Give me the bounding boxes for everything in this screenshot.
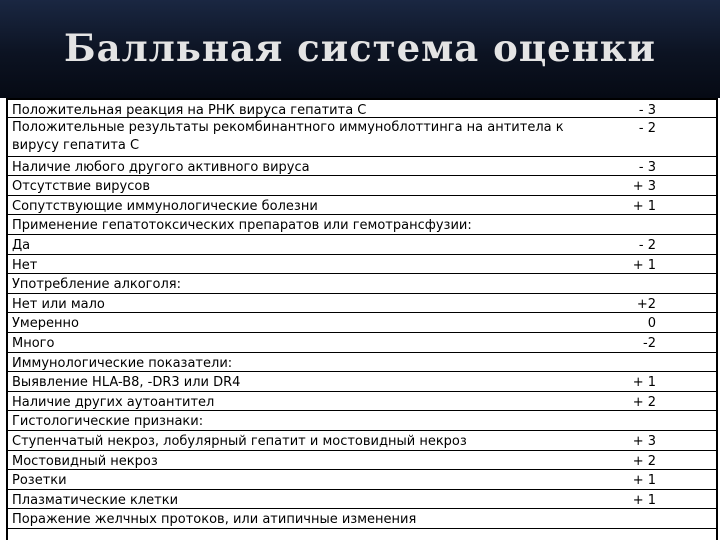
table-row [8,470,716,490]
criterion-label: Плазматические клетки [12,492,179,508]
criterion-label: Положительные результаты рекомбинантного иммуноблоттинга на антитела к вирусу гепатита С [12,119,564,153]
table-row [8,451,716,471]
criterion-score: - 3 [638,159,656,175]
criterion-score: -2 [643,335,656,351]
table-row [8,118,716,157]
table-row [8,431,716,451]
table-row [8,333,716,353]
section-header-row [8,215,716,235]
section-label: Гистологические признаки: [12,414,204,430]
table-row [8,157,716,177]
table-row [8,294,716,314]
criterion-score: + 2 [632,453,656,469]
criterion-score: - 2 [638,120,656,136]
criterion-score: +2 [636,296,656,312]
criterion-label: Поражение желчных протоков, или атипичные изменения [12,512,417,528]
criterion-label: Много [12,335,55,351]
criterion-score: + 2 [632,394,656,410]
section-label: Применение гепатотоксических препаратов или гемотрансфузии: [12,218,472,234]
criterion-score: + 1 [632,198,656,214]
criterion-label: Ступенчатый некроз, лобулярный гепатит и мостовидный некроз [12,433,467,449]
table-row [8,196,716,216]
section-header-row [8,353,716,373]
criterion-score: + 3 [632,179,656,195]
criterion-label: Да [12,237,31,253]
criterion-score: - 3 [638,103,656,118]
table-row [8,98,716,118]
criterion-score: + 1 [632,375,656,391]
criterion-score: + 1 [632,492,656,508]
section-label: Иммунологические показатели: [12,355,233,371]
table-row [8,176,716,196]
table-row [8,392,716,412]
criterion-score: + 3 [632,433,656,449]
criterion-label: Сопутствующие иммунологические болезни [12,198,318,214]
criterion-label: Умеренно [12,316,79,332]
table-row [8,255,716,275]
criterion-score: + 1 [632,257,656,273]
table-row [8,372,716,392]
table-row [8,235,716,255]
criterion-label: Выявление HLA-B8, -DR3 или DR4 [12,375,241,391]
criterion-label: Отсутствие вирусов [12,179,150,195]
criterion-score: 0 [647,316,656,332]
criterion-label: Нет или мало [12,296,105,312]
criterion-score: + 1 [632,473,656,489]
criterion-label: Розетки [12,473,67,489]
criterion-label: Нет [12,257,38,273]
criterion-score: - 2 [638,237,656,253]
title-bar [0,0,720,98]
section-header-row [8,411,716,431]
criterion-label: Мостовидный некроз [12,453,158,469]
table-row [8,509,716,529]
criterion-label: Наличие других аутоантител [12,394,215,410]
table-row [8,490,716,510]
section-header-row [8,274,716,294]
criterion-label: Наличие любого другого активного вируса [12,159,310,175]
table-row [8,313,716,333]
page-title: Балльная система оценки [64,26,656,70]
section-label: Употребление алкоголя: [12,277,181,293]
scoring-table [6,98,718,540]
criterion-label: Положительная реакция на РНК вируса гепатита С [12,103,367,118]
